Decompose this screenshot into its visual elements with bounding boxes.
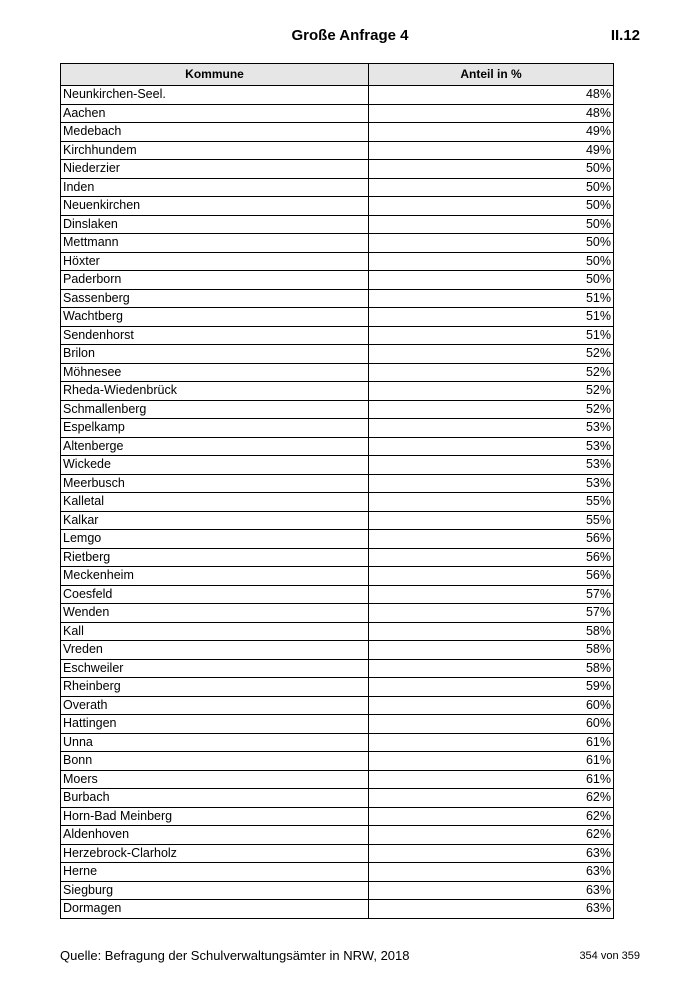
table-row [61,215,614,234]
cell-anteil: 48% [369,86,614,105]
table-row [61,789,614,808]
cell-anteil: 63% [369,844,614,863]
cell-kommune: Meckenheim [61,567,369,586]
table-row [61,881,614,900]
cell-kommune: Neunkirchen-Seel. [61,86,369,105]
cell-kommune: Espelkamp [61,419,369,438]
cell-kommune: Altenberge [61,437,369,456]
table-row [61,252,614,271]
table-body [61,86,614,919]
table-row [61,160,614,179]
table-row [61,493,614,512]
cell-anteil: 58% [369,622,614,641]
cell-anteil: 63% [369,863,614,882]
cell-anteil: 52% [369,345,614,364]
table-row [61,197,614,216]
cell-kommune: Dinslaken [61,215,369,234]
cell-kommune: Kall [61,622,369,641]
cell-kommune: Schmallenberg [61,400,369,419]
table-header-row [61,64,614,86]
table-row [61,345,614,364]
cell-kommune: Rietberg [61,548,369,567]
table-row [61,585,614,604]
table-row [61,715,614,734]
cell-anteil: 50% [369,252,614,271]
table-row [61,419,614,438]
cell-kommune: Mettmann [61,234,369,253]
cell-kommune: Wickede [61,456,369,475]
table-row [61,567,614,586]
cell-kommune: Lemgo [61,530,369,549]
cell-kommune: Kalkar [61,511,369,530]
table-row [61,807,614,826]
cell-anteil: 58% [369,659,614,678]
data-table [60,63,614,919]
cell-kommune: Vreden [61,641,369,660]
cell-kommune: Aachen [61,104,369,123]
cell-kommune: Medebach [61,123,369,142]
cell-kommune: Sassenberg [61,289,369,308]
cell-anteil: 57% [369,585,614,604]
table-row [61,363,614,382]
cell-kommune: Aldenhoven [61,826,369,845]
cell-kommune: Niederzier [61,160,369,179]
page-title: Große Anfrage 4 [291,27,409,44]
cell-kommune: Neuenkirchen [61,197,369,216]
table-row [61,548,614,567]
cell-anteil: 53% [369,437,614,456]
cell-anteil: 53% [369,456,614,475]
cell-anteil: 61% [369,752,614,771]
cell-anteil: 53% [369,419,614,438]
page-number: 354 von 359 [579,950,640,962]
cell-kommune: Hattingen [61,715,369,734]
cell-anteil: 62% [369,789,614,808]
cell-anteil: 58% [369,641,614,660]
cell-anteil: 63% [369,881,614,900]
cell-anteil: 61% [369,770,614,789]
cell-anteil: 52% [369,400,614,419]
cell-anteil: 56% [369,548,614,567]
table-row [61,844,614,863]
cell-anteil: 60% [369,715,614,734]
table-row [61,437,614,456]
section-number: II.12 [610,27,640,44]
cell-kommune: Horn-Bad Meinberg [61,807,369,826]
table-row [61,178,614,197]
cell-kommune: Dormagen [61,900,369,919]
cell-anteil: 60% [369,696,614,715]
cell-anteil: 50% [369,234,614,253]
table-row [61,770,614,789]
table-row [61,900,614,919]
table-row [61,826,614,845]
table-row [61,733,614,752]
cell-anteil: 62% [369,826,614,845]
cell-anteil: 51% [369,289,614,308]
cell-kommune: Inden [61,178,369,197]
table-row [61,123,614,142]
table-row [61,530,614,549]
cell-anteil: 57% [369,604,614,623]
table-row [61,382,614,401]
table-row [61,696,614,715]
table-row [61,474,614,493]
cell-kommune: Paderborn [61,271,369,290]
cell-anteil: 49% [369,123,614,142]
table-row [61,141,614,160]
cell-anteil: 59% [369,678,614,697]
cell-anteil: 61% [369,733,614,752]
table-row [61,752,614,771]
cell-anteil: 50% [369,160,614,179]
cell-kommune: Rheinberg [61,678,369,697]
cell-kommune: Sendenhorst [61,326,369,345]
cell-kommune: Herne [61,863,369,882]
cell-anteil: 51% [369,326,614,345]
cell-anteil: 62% [369,807,614,826]
table-row [61,659,614,678]
cell-kommune: Meerbusch [61,474,369,493]
cell-anteil: 51% [369,308,614,327]
table-row [61,104,614,123]
table-row [61,511,614,530]
cell-kommune: Möhnesee [61,363,369,382]
column-header-kommune: Kommune [61,64,369,86]
table-row [61,604,614,623]
cell-anteil: 49% [369,141,614,160]
cell-kommune: Unna [61,733,369,752]
cell-kommune: Eschweiler [61,659,369,678]
cell-anteil: 50% [369,178,614,197]
cell-kommune: Wenden [61,604,369,623]
cell-anteil: 56% [369,530,614,549]
column-header-anteil: Anteil in % [369,64,614,86]
cell-anteil: 50% [369,215,614,234]
cell-anteil: 56% [369,567,614,586]
cell-anteil: 55% [369,511,614,530]
cell-kommune: Wachtberg [61,308,369,327]
table-row [61,400,614,419]
cell-anteil: 50% [369,197,614,216]
cell-anteil: 55% [369,493,614,512]
table-row [61,234,614,253]
table-row [61,641,614,660]
cell-anteil: 52% [369,382,614,401]
table-row [61,326,614,345]
cell-kommune: Rheda-Wiedenbrück [61,382,369,401]
cell-kommune: Coesfeld [61,585,369,604]
table-row [61,678,614,697]
cell-anteil: 63% [369,900,614,919]
cell-anteil: 52% [369,363,614,382]
table-row [61,863,614,882]
cell-anteil: 53% [369,474,614,493]
cell-kommune: Moers [61,770,369,789]
table-row [61,622,614,641]
cell-kommune: Overath [61,696,369,715]
cell-anteil: 48% [369,104,614,123]
cell-kommune: Höxter [61,252,369,271]
table-row [61,86,614,105]
cell-kommune: Kirchhundem [61,141,369,160]
table-row [61,308,614,327]
source-note: Quelle: Befragung der Schulverwaltungsämter in NRW, 2018 [60,948,410,963]
table-row [61,271,614,290]
cell-kommune: Siegburg [61,881,369,900]
cell-kommune: Brilon [61,345,369,364]
table-row [61,289,614,308]
cell-kommune: Bonn [61,752,369,771]
cell-kommune: Burbach [61,789,369,808]
cell-anteil: 50% [369,271,614,290]
table-row [61,456,614,475]
cell-kommune: Herzebrock-Clarholz [61,844,369,863]
cell-kommune: Kalletal [61,493,369,512]
